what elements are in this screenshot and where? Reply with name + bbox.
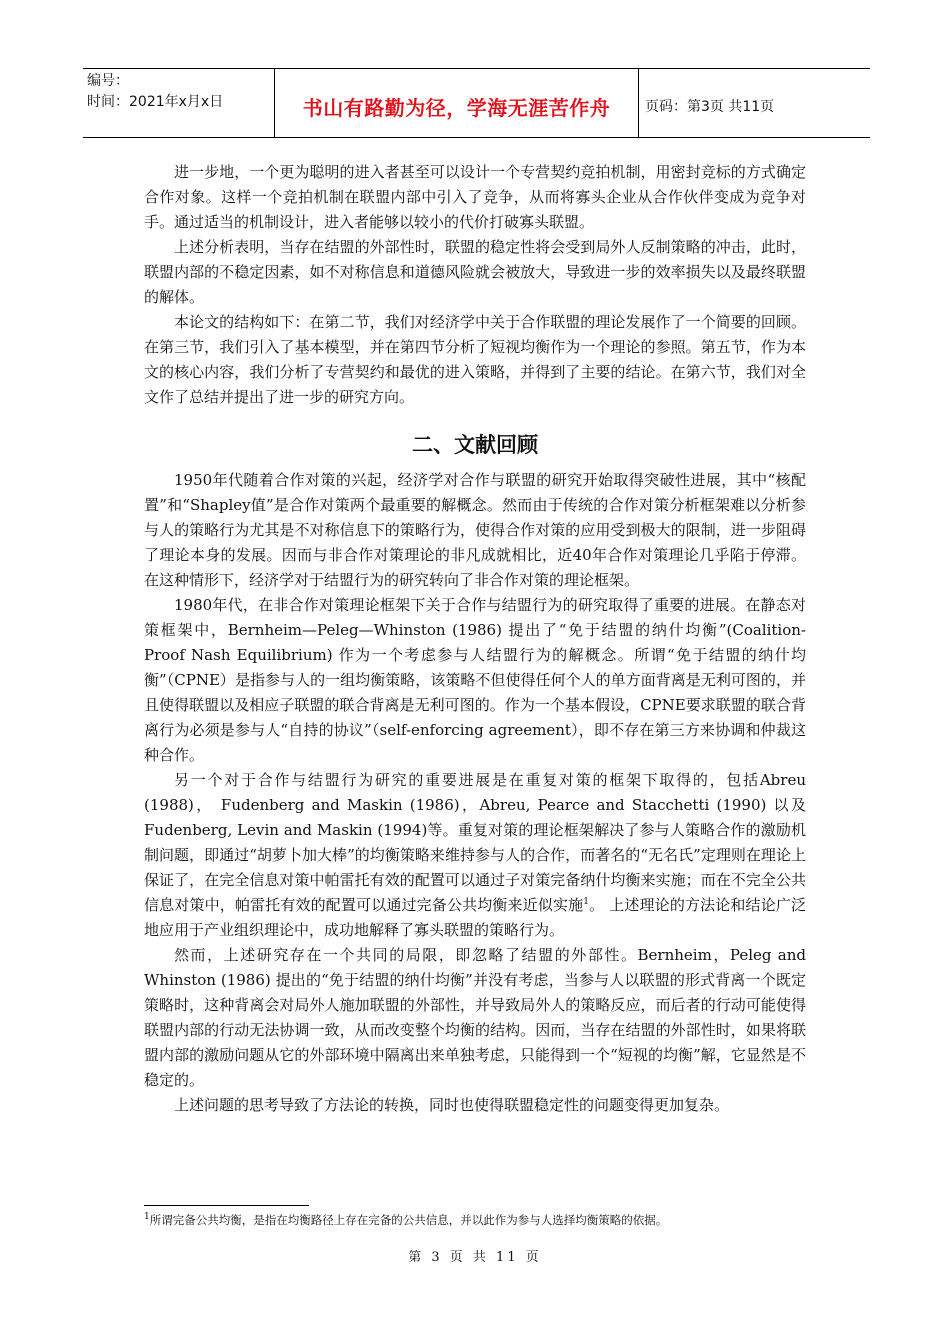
document-time-label: 时间：2021年x月x日 <box>87 94 224 110</box>
footnote-text: 所谓完备公共均衡，是指在均衡路径上存在完备的公共信息，并以此作为参与人选择均衡策略的依据。 <box>149 1213 668 1227</box>
paragraph <box>144 768 806 943</box>
paragraph: 然而，上述研究存在一个共同的局限，即忽略了结盟的外部性。Bernheim，Peleg and Whinston (1986) 提出的“免于结盟的纳什均衡”并没有考虑，当参与人以联盟的形式背离一个既定策略时，这种背离会对局外人施加联盟的外部性，并导致局外人的策略反应，而后者的行动可能使得联盟内部的行动无法协调一致，从而改变整个均衡的结构。因而，当存在结盟的外部性时，如果将联盟内部的激励问题从它的外部环境中隔离出来单独考虑，只能得到一个“短视的均衡”解，它显然是不稳定的。 <box>144 946 806 1089</box>
paragraph: 进一步地，一个更为聪明的进入者甚至可以设计一个专营契约竞拍机制，用密封竞标的方式确定合作对象。这样一个竞拍机制在联盟内部中引入了竞争，从而将寡头企业从合作伙伴变成为竞争对手。通过适当的机制设计，进入者能够以较小的代价打破寡头联盟。 <box>144 163 806 231</box>
footnote-reference: 1 <box>583 897 590 907</box>
header-page-info: 页码：第3页 共11页 <box>645 99 775 115</box>
document-body <box>144 160 806 1118</box>
footnote-divider <box>144 1205 309 1206</box>
header-meta <box>83 69 275 137</box>
paragraph: 上述问题的思考导致了方法论的转换，同时也使得联盟稳定性的问题变得更加复杂。 <box>174 1096 730 1114</box>
footnote-mark: 1 <box>144 1212 150 1223</box>
paragraph: 上述分析表明，当存在结盟的外部性时，联盟的稳定性将会受到局外人反制策略的冲击，此时，联盟内部的不稳定因素，如不对称信息和道德风险就会被放大，导致进一步的效率损失以及最终联盟的解体。 <box>144 238 806 306</box>
paragraph: 本论文的结构如下：在第二节，我们对经济学中关于合作联盟的理论发展作了一个简要的回顾。在第三节，我们引入了基本模型，并在第四节分析了短视均衡作为一个理论的参照。第五节，作为本文的核心内容，我们分析了专营契约和最优的进入策略，并得到了主要的结论。在第六节，我们对全文作了总结并提出了进一步的研究方向。 <box>144 313 806 406</box>
paragraph-text: 另一个对于合作与结盟行为研究的重要进展是在重复对策的框架下取得的，包括Abreu (1988)， Fudenberg and Maskin (1986)，Abreu, Pearce and Stacchetti (1990) 以及Fudenberg, Levin and Maskin (1994)等。重复对策的理论框架解决了参与人策略合作的激励机制问题，即通过“胡萝卜加大棒”的均衡策略来维持参与人的合作，而著名的“无名氏”定理则在理论上保证了，在完全信息对策中帕雷托有效的配置可以通过子对策完备纳什均衡来实施；而在不完全公共信息对策中，帕雷托有效的配置可以通过完备公共均衡来近似实施 <box>144 771 806 914</box>
page-header <box>83 68 870 138</box>
page-number: 第 3 页 共 11 页 <box>408 1250 542 1265</box>
section-title: 二、文献回顾 <box>412 433 538 457</box>
paragraph: 1950年代随着合作对策的兴起，经济学对合作与联盟的研究开始取得突破性进展，其中“核配置”和“Shapley值”是合作对策两个最重要的解概念。然而由于传统的合作对策分析框架难以分析参与人的策略行为尤其是不对称信息下的策略行为，使得合作对策的应用受到极大的限制，进一步阻碍了理论本身的发展。因而与非合作对策理论的非凡成就相比，近40年合作对策理论几乎陷于停滞。在这种情形下，经济学对于结盟行为的研究转向了非合作对策的理论框架。 <box>144 471 806 589</box>
footnote <box>144 1211 834 1229</box>
paragraph-text: 。 上述理论的方法论和结论广泛地应用于产业组织理论中，成功地解释了寡头联盟的策略行为。 <box>144 896 806 939</box>
header-motto: 书山有路勤为径，学海无涯苦作舟 <box>275 69 639 137</box>
paragraph: 1980年代，在非合作对策理论框架下关于合作与结盟行为的研究取得了重要的进展。在静态对策框架中，Bernheim—Peleg—Whinston (1986) 提出了“免于结盟的纳什均衡”(Coalition-Proof Nash Equilibrium) 作为一个考虑参与人结盟行为的解概念。所谓“免于结盟的纳什均衡”（CPNE）是指参与人的一组均衡策略，该策略不但使得任何个人的单方面背离是无利可图的，并且使得联盟以及相应子联盟的联合背离是无利可图的。作为一个基本假设，CPNE要求联盟的联合背离行为必须是参与人“自持的协议”（self-enforcing agreement），即不存在第三方来协调和仲裁这种合作。 <box>144 596 806 764</box>
document-number-label: 编号： <box>87 73 129 89</box>
